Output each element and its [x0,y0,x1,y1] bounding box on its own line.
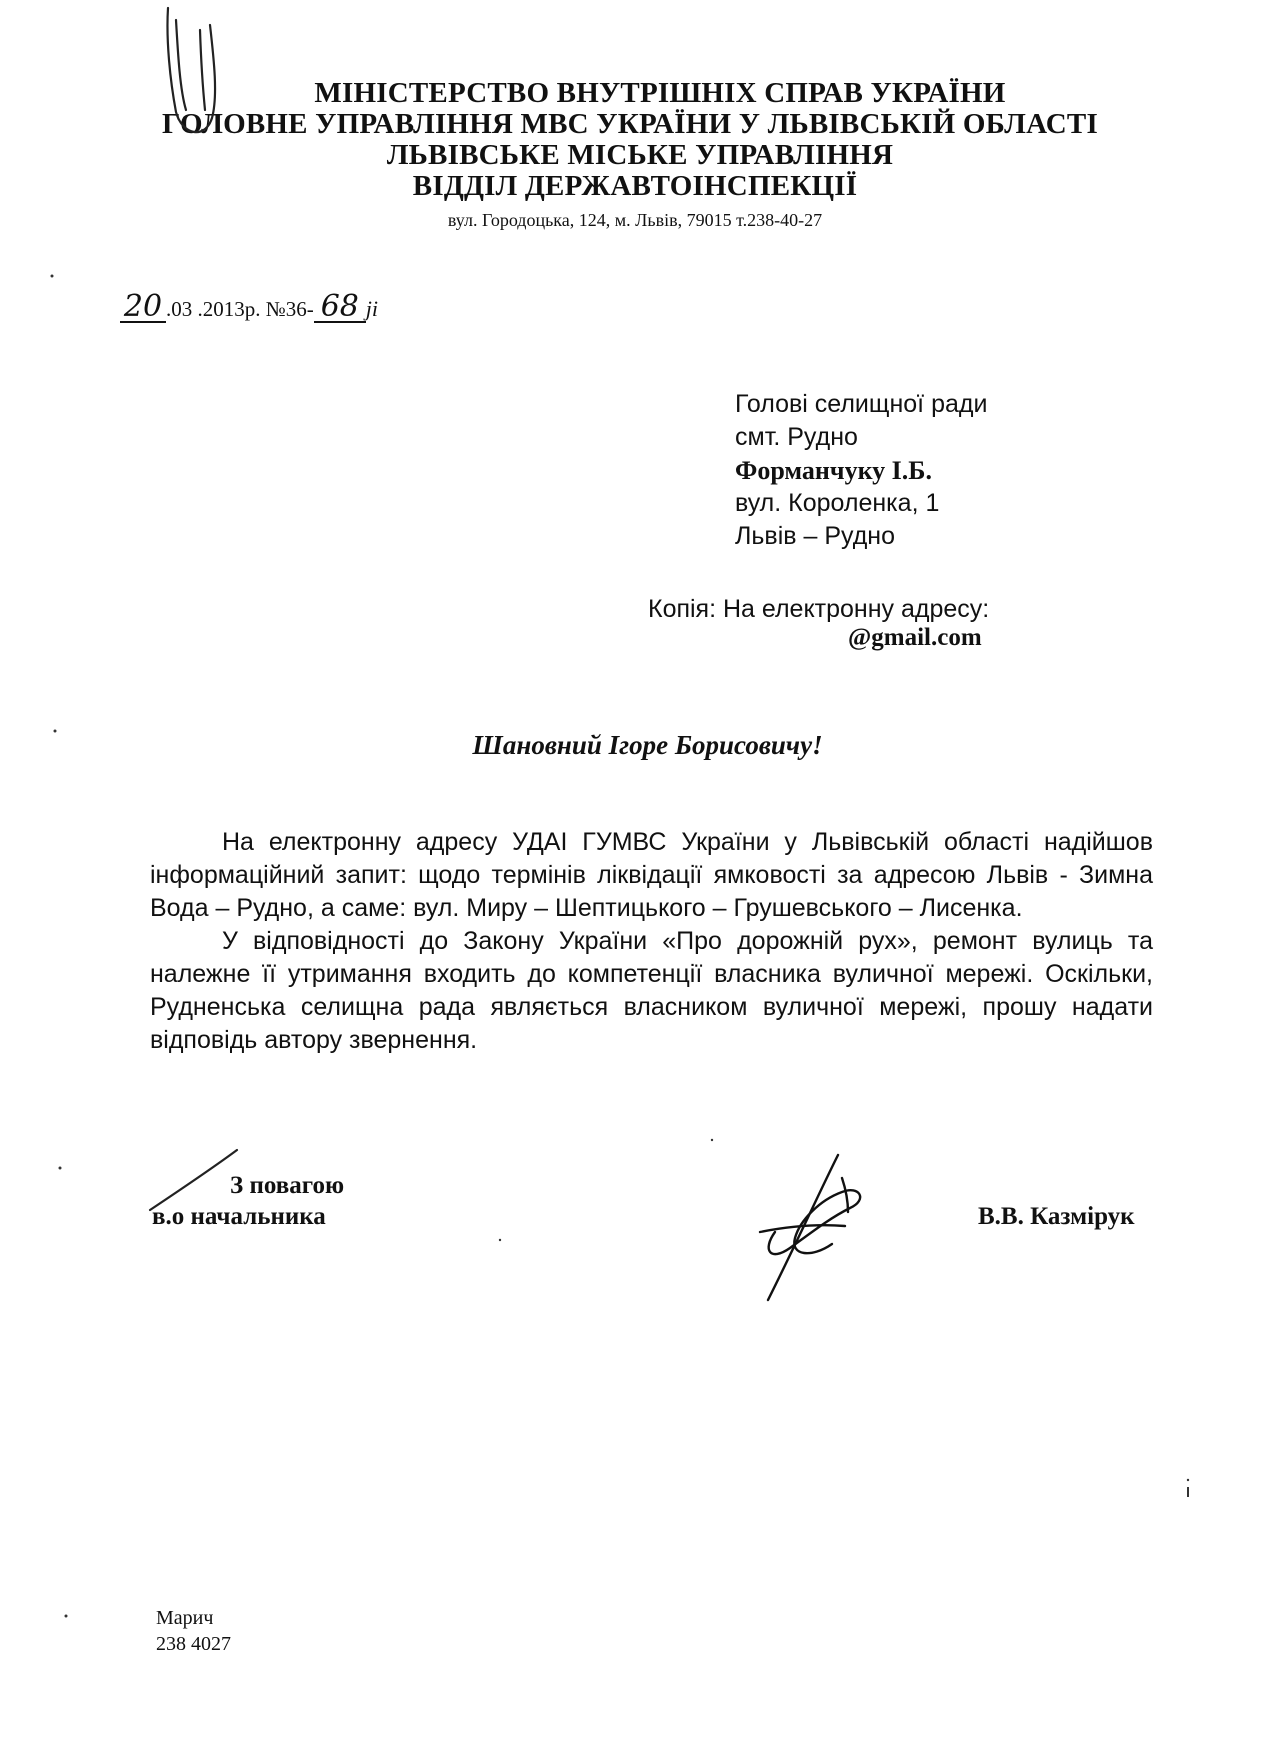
date-and-number-prefix: .03 .2013р. №36- [166,297,314,321]
department-name: ГОЛОВНЕ УПРАВЛІННЯ МВС УКРАЇНИ У ЛЬВІВСЬКІЙ ОБЛАСТІ [162,108,1098,140]
recipient-title: Голові селищної ради [735,390,988,418]
letterhead [130,78,1130,232]
salutation [0,730,1275,761]
handwritten-number: 68 [314,293,366,323]
closing-regards: З повагою [230,1172,345,1199]
executor-info [156,1605,231,1657]
copy-email: @gmail.com [848,624,982,651]
recipient-name: Форманчуку І.Б. [735,456,932,485]
copy-label: Копія: На електронну адресу: [648,595,990,623]
letterhead-address: вул. Городоцька, 124, м. Львів, 79015 т.238-40-27 [447,210,823,230]
recipient-locality: смт. Рудно [735,423,858,451]
letter-body [150,826,1153,1057]
signer-position: в.о начальника [152,1203,326,1230]
division-name: ВІДДІЛ ДЕРЖАВТОІНСПЕКЦІЇ [412,170,858,202]
document-reference [120,289,379,324]
handwritten-day: 20 [120,293,166,323]
recipient-city: Львів – Рудно [735,522,895,550]
city-department-name: ЛЬВІВСЬКЕ МІСЬКЕ УПРАВЛІННЯ [386,139,894,171]
executor-name: Марич [156,1607,214,1629]
signer-name: В.В. Казмірук [978,1203,1135,1230]
body-paragraph-1: На електронну адресу УДАІ ГУМВС України у Львівській області надійшов інформаційний запит: щодо термінів ліквідації ямковості за адресою Львів - Зимна Вода – Рудно, а саме: вул. Миру – Шептицького – Грушевського – Лисенка. [150,828,1153,922]
executor-phone: 238 4027 [156,1633,231,1655]
ministry-name: МІНІСТЕРСТВО ВНУТРІШНІХ СПРАВ УКРАЇНИ [314,77,1006,109]
recipient-block [735,388,987,553]
recipient-street: вул. Короленка, 1 [735,489,940,517]
body-paragraph-2: У відповідності до Закону України «Про дорожній рух», ремонт вулиць та належне її утримання входить до компетенції власника вуличної мережі. Оскільки, Рудненська селищна рада являється власником вуличної мережі, прошу надати відповідь автору звернення. [150,927,1153,1054]
salutation-text: Шановний Ігоре Борисовичу! [472,730,823,760]
handwritten-signature [760,1155,860,1300]
handwritten-number-suffix: ji [365,296,379,321]
